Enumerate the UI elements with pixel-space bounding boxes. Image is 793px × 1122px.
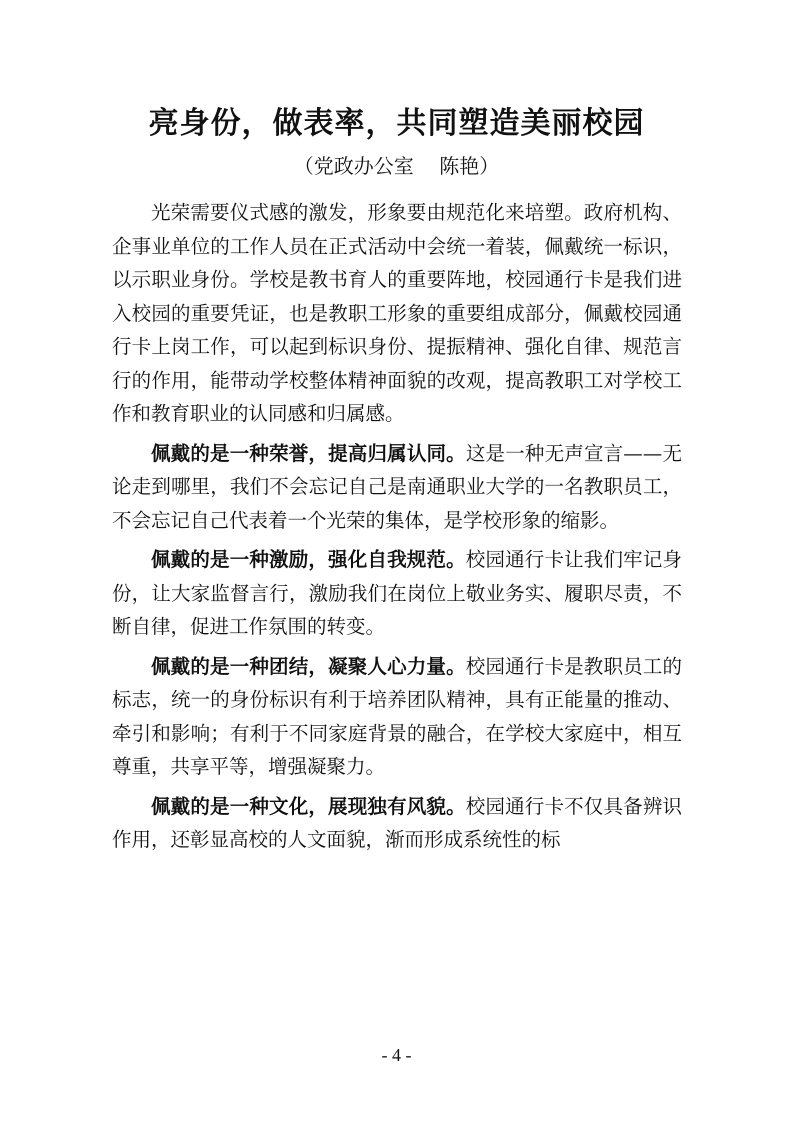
paragraph-4-text: 校园通行卡是教职员工的标志，统一的身份标识有利于培养团队精神，具有正能量的推动、牵引和影响；有利于不同家庭背景的融合，在学校大家庭中，相互尊重，共享平等，增强凝聚力。 — [112, 654, 682, 778]
paragraph-4 — [112, 650, 682, 784]
page-number: - 4 - — [381, 1045, 412, 1065]
paragraph-3 — [112, 543, 682, 644]
paragraph-2 — [112, 437, 682, 538]
paragraph-3-text: 校园通行卡让我们牢记身份，让大家监督言行，激励我们在岗位上敬业务实、履职尽责，不断自律，促进工作氛围的转变。 — [112, 548, 682, 638]
article-body — [112, 196, 682, 863]
paragraph-5-lead: 佩戴的是一种文化，展现独有风貌。 — [151, 794, 466, 818]
article-byline: （党政办公室 陈艳） — [293, 154, 500, 178]
paragraph-2-text: 这是一种无声宣言——无论走到哪里，我们不会忘记自己是南通职业大学的一名教职员工，不会忘记自己代表着一个光荣的集体，是学校形象的缩影。 — [112, 441, 682, 532]
paragraph-5 — [112, 790, 682, 857]
paragraph-4-lead: 佩戴的是一种团结，凝聚人心力量。 — [151, 654, 466, 678]
paragraph-3-lead: 佩戴的是一种激励，强化自我规范。 — [151, 548, 466, 571]
paragraph-2-lead: 佩戴的是一种荣誉，提高归属认同。 — [151, 441, 466, 465]
paragraph-1 — [112, 196, 682, 431]
paragraph-1-text: 光荣需要仪式感的激发，形象要由规范化来培塑。政府机构、企事业单位的工作人员在正式活动中会统一着装，佩戴统一标识，以示职业身份。学校是教书育人的重要阵地，校园通行卡是我们进入校园的重要凭证，也是教职工形象的重要组成部分，佩戴校园通行卡上岗工作，可以起到标识身份、提振精神、强化自律、规范言行的作用，能带动学校整体精神面貌的改观，提高教职工对学校工作和教育职业的认同感和归属感。 — [112, 201, 682, 425]
paragraph-5-text: 校园通行卡不仅具备辨识作用，还彰显高校的人文面貌，渐而形成系统性的标 — [112, 794, 682, 851]
article-title: 亮身份，做表率，共同塑造美丽校园 — [148, 106, 645, 141]
